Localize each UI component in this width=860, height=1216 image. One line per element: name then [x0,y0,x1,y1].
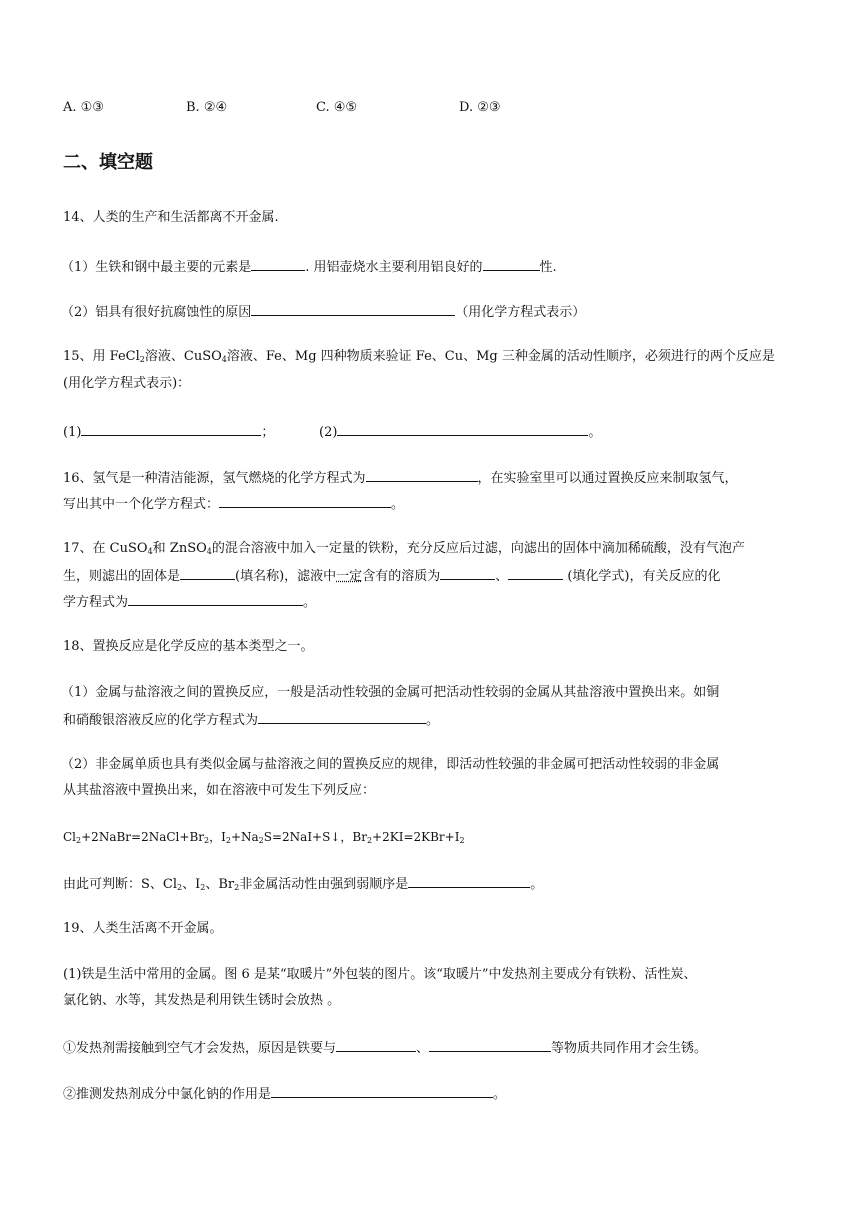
q19-blank-3[interactable] [271,1084,493,1098]
q17-sub-1: 4 [147,547,153,556]
q19-blank-1[interactable] [336,1038,416,1052]
q17-blank-4[interactable] [128,592,303,606]
eq-sub: 2 [366,836,373,845]
q14-part2 [61,302,585,322]
q15-line2: (用化学方程式表示)： [63,376,191,391]
q15-sub-2: 4 [221,355,227,364]
q18-judge-a: 由此可判断：S、Cl [63,877,178,892]
q16-text-c: 写出其中一个化学方程式： [63,497,220,512]
q17-line2 [63,566,721,586]
q17-text-c: 的混合溶液中加入一定量的铁粉，充分反应后过滤，向滤出的固体中滴加稀硫酸，没有气泡产 [211,541,745,556]
option-d: D. ②③ [459,100,501,115]
q14-p2-text-b: （用化学方程式表示） [455,305,586,320]
q15-line1 [63,348,775,366]
section-title: 二、填空题 [63,152,153,173]
q16-text-a: 16、氢气是一种清洁能源，氢气燃烧的化学方程式为 [63,471,366,486]
eq-part: S=2NaI+S↓，Br [263,830,367,844]
option-a: A. ①③ [63,100,104,115]
q14-stem: 14、人类的生产和生活都离不开金属. [63,210,279,225]
q14-blank-3[interactable] [251,302,455,316]
q15-end: 。 [588,425,602,440]
q15-text-a: 15、用 FeCl [63,349,140,364]
q19-s2-text-a: ②推测发热剂成分中氯化钠的作用是 [63,1087,272,1102]
q19-p1-line2: 氯化钠、水等，其发热是利用铁生锈时会放热 。 [63,993,341,1008]
q15-separator: ； [261,425,275,440]
q18-judge-c: 、Br [205,877,235,892]
eq-part: Cl [63,830,77,844]
q17-blank-3[interactable] [508,566,563,580]
q19-stem: 19、人类生活离不开金属。 [63,921,223,936]
q17-line3 [63,592,316,612]
q18-stem: 18、置换反应是化学反应的基本类型之一。 [63,639,314,654]
q17-sub-2: 4 [206,547,212,556]
q17-text-h: (填化学式)，有关反应的化 [567,569,721,584]
q18-p1-line2 [63,710,439,730]
eq-sub: 2 [204,836,210,845]
q15-text-b: 溶液、CuSO [144,349,222,364]
q18-judge [63,874,543,894]
q19-s2 [63,1084,506,1104]
q18-judge-sub: 2 [234,883,240,892]
q15-blank-1[interactable] [81,422,261,436]
eq-part: ，I [209,830,226,844]
q18-p2-line1: （2）非金属单质也具有类似金属与盐溶液之间的置换反应的规律，即活动性较强的非金属可把活动性较弱的非金属 [61,757,720,772]
option-c: C. ④⑤ [316,100,358,115]
q16-blank-1[interactable] [366,468,478,482]
q18-judge-sub: 2 [200,883,206,892]
q18-judge-sub: 2 [177,883,183,892]
q19-blank-2[interactable] [429,1038,551,1052]
q16-text-d: 。 [391,497,405,512]
q16-blank-2[interactable] [219,494,391,508]
q17-text-d: 生，则滤出的固体是 [63,569,181,584]
eq-sub: 2 [258,836,264,845]
q18-text-b: 。 [426,713,440,728]
q17-text-e: (填名称)，滤液中 [235,569,337,584]
q17-line1 [63,540,745,558]
q18-equations [63,828,465,846]
q19-s1-text-a: ①发热剂需接触到空气才会发热，原因是铁要与 [63,1041,337,1056]
q19-s2-text-b: 。 [493,1087,507,1102]
q19-s1-text-b: 、 [416,1041,430,1056]
q14-blank-2[interactable] [483,257,540,271]
q18-blank-2[interactable] [408,874,530,888]
q17-text-f: 含有的溶质为 [362,569,441,584]
q19-p1-line1: (1)铁是生活中常用的金属。图 6 是某“取暖片”外包装的图片。该“取暖片”中发热剂主要成分有铁粉、活性炭、 [63,967,697,982]
eq-sub: 2 [459,836,465,845]
q14-p1-text-c: 性. [539,260,557,275]
q17-text-j: 。 [303,595,317,610]
eq-sub: 2 [225,836,231,845]
q15-text-c: 溶液、Fe、Mg 四种物质来验证 Fe、Cu、Mg 三种金属的活动性顺序，必须进行的两个反应是 [226,349,775,364]
q17-text-g: 、 [495,569,509,584]
q14-p1-text-a: （1）生铁和钢中最主要的元素是 [61,260,252,275]
q16-text-b: ，在实验室里可以通过置换反应来制取氢气， [477,471,738,486]
eq-part: +Na [230,830,259,844]
q17-text-b: 和 ZnSO [152,541,207,556]
q16-line1 [63,468,738,488]
q14-blank-1[interactable] [251,257,305,271]
q19-s1-text-c: 等物质共同作用才会生锈。 [551,1041,708,1056]
q17-blank-2[interactable] [440,566,495,580]
q17-blank-1[interactable] [180,566,235,580]
eq-sub: 2 [76,836,82,845]
q15-answer-2-label: (2) [319,425,338,440]
q18-judge-b: 、I [182,877,201,892]
q15-answers [63,422,602,442]
q19-s1 [63,1038,707,1058]
q18-judge-d: 非金属活动性由强到弱顺序是 [239,877,409,892]
eq-part: +2KI=2KBr+I [372,830,460,844]
q16-line2 [63,494,404,514]
q18-text-a: 和硝酸银溶液反应的化学方程式为 [63,713,259,728]
q15-sub-1: 2 [139,355,145,364]
q15-answer-2 [319,422,601,442]
q15-blank-2[interactable] [337,422,588,436]
q17-text-a: 17、在 CuSO [63,541,148,556]
q18-p1-line1: （1）金属与盐溶液之间的置换反应，一般是活动性较强的金属可把活动性较弱的金属从其盐溶液中置换出来。如铜 [61,685,720,700]
q18-judge-e: 。 [530,877,544,892]
eq-part: +2NaBr=2NaCl+Br [81,830,204,844]
q14-p2-text-a: （2）铝具有很好抗腐蚀性的原因 [61,305,252,320]
q18-p2-line2: 从其盐溶液中置换出来，如在溶液中可发生下列反应： [63,783,376,798]
q14-part1 [61,257,557,277]
q14-p1-text-b: . 用铝壶烧水主要利用铝良好的 [305,260,483,275]
q17-text-i: 学方程式为 [63,595,129,610]
q17-emphasis: 一定 [336,569,363,584]
q15-answer-1-label: (1) [63,425,82,440]
option-b: B. ②④ [186,100,228,115]
q18-blank-1[interactable] [258,710,426,724]
